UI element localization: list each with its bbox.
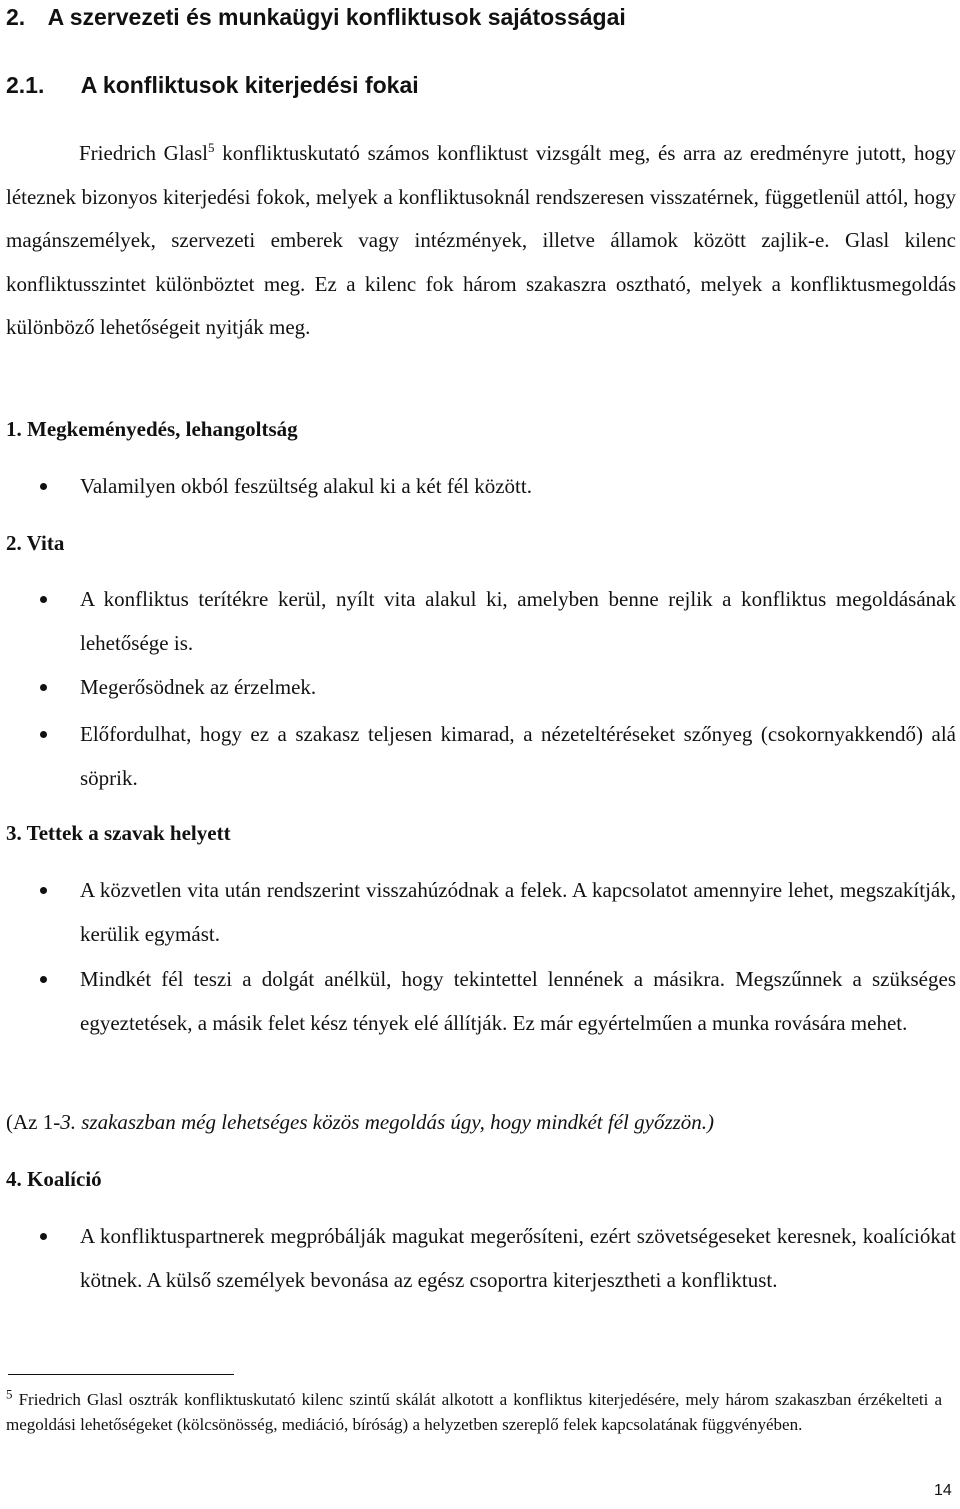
intro-text: konfliktuskutató számos konfliktust vizsgált meg, és arra az eredményre jutott, hogy léteznek bizonyos kiterjedési fokok, melyek a konfliktusoknál rendszeresen visszatérnek, függetlenül attól, hogy magánszemélyek, szervezeti emberek vagy intézmények, illetve államok között zajlik-e. Glasl kilenc konfliktusszintet különböztet meg. Ez a kilenc fok három szakaszra osztható, melyek a konfliktusmegoldás különböző lehetőségeit nyitják meg. — [6, 141, 956, 339]
chapter-title: A szervezeti és munkaügyi konfliktusok sajátosságai — [47, 4, 626, 30]
bullet-icon — [40, 887, 47, 894]
chapter-number: 2. — [6, 4, 26, 30]
section-title: A konfliktusok kiterjedési fokai — [80, 72, 419, 98]
intro-author: Friedrich Glasl — [79, 141, 209, 165]
section-heading — [6, 70, 419, 100]
footnote — [6, 1388, 942, 1437]
stage-title-1: 1. Megkeményedés, lehangoltság — [6, 417, 298, 441]
bullet-icon — [40, 976, 47, 983]
page-number: 14 — [934, 1482, 952, 1499]
stage-title-4: 4. Koalíció — [6, 1167, 102, 1191]
bullet-icon — [40, 596, 47, 603]
intro-paragraph — [6, 132, 956, 350]
stage-note: (Az 1-3. szakaszban még lehetséges közös megoldás úgy, hogy mindkét fél győzzön.) — [6, 1110, 715, 1134]
bullet-icon — [40, 684, 47, 691]
bullet-icon — [40, 731, 47, 738]
chapter-heading — [6, 2, 626, 32]
stage-title-2: 2. Vita — [6, 531, 65, 555]
bullet-icon — [40, 1233, 47, 1240]
footnote-mark: 5 — [6, 1386, 13, 1402]
section-number: 2.1. — [6, 72, 45, 98]
bullet-icon — [40, 483, 47, 490]
stage-title-3: 3. Tettek a szavak helyett — [6, 821, 231, 845]
footnote-divider — [8, 1374, 234, 1375]
footnote-text: Friedrich Glasl osztrák konfliktuskutató kilenc szintű skálát alkotott a konfliktus kiterjedésére, mely három szakaszban érzékelteti a megoldási lehetőségeket (kölcsönösség, mediáció, bíróság) a helyzetben szereplő felek kapcsolatának függvényében. — [6, 1390, 942, 1434]
footnote-ref[interactable]: 5 — [208, 140, 215, 155]
